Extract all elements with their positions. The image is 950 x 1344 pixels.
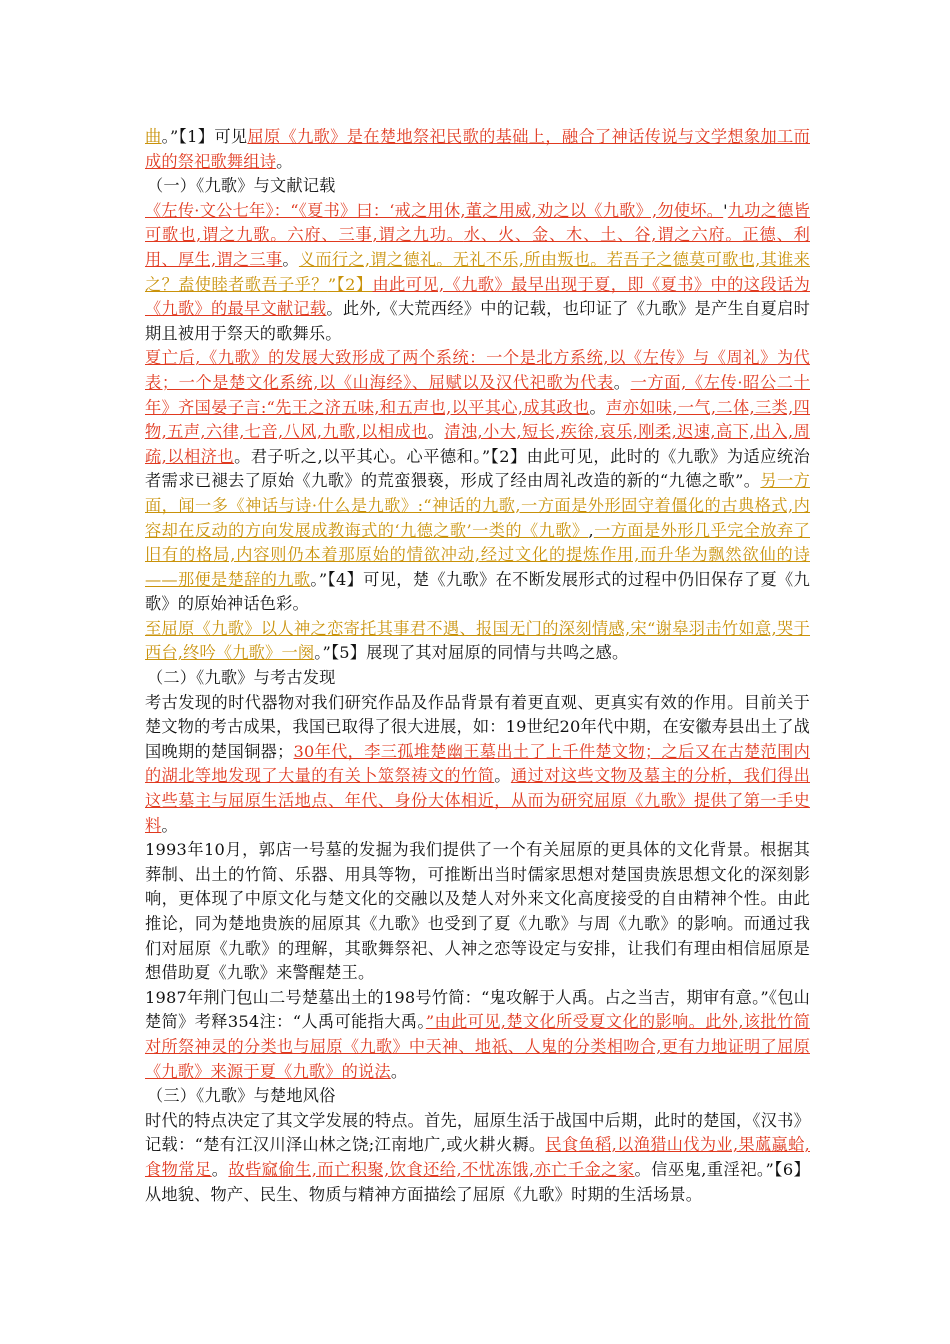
text-run: 。: [589, 397, 607, 417]
text-run: 。此外,《大荒西经》中的记载，也印证了《九歌》是产生自夏启时期且被用于祭天的歌舞乐。: [145, 299, 810, 343]
text-run: 。: [494, 766, 511, 786]
text-run: 至屈原《九歌》以人神之恋寄托其事君不遇、报国无门的深刻情感,宋“谢皋羽击竹如意,哭于西台,终吟《九歌》一阕: [145, 618, 810, 663]
text-run: 。: [211, 1159, 229, 1179]
paragraph-two-systems: [145, 346, 810, 617]
text-run: 民食鱼稻,以渔猎山伐为业,果蓏蠃蛤,食物常足: [145, 1135, 810, 1179]
text-run: （二）《九歌》与考古发现: [147, 668, 336, 688]
text-run: 。”【5】展现了其对屈原的同情与共鸣之感。: [314, 643, 629, 663]
text-run: 。: [276, 151, 293, 171]
text-run: 。信巫鬼,重淫祀。”【6】从地貌、物产、民生、物质与精神方面描绘了屈原《九歌》时期的生活场景。: [145, 1159, 811, 1204]
text-run: 。: [282, 249, 299, 269]
text-run: 另一方面，闻一多《神话与诗·什么是九歌》:“神话的九歌,一方面是外形固守着僵化的古典格式,内容却在反动的方向发展成教诲式的‘九德之歌’一类的《九歌》: [145, 471, 810, 540]
text-run: 。君子听之,以平其心。心平德和。”【2】由此可见，此时的《九歌》为适应统治者需求已褪去了原始《九歌》的荒蛮猥亵，形成了经由周礼改造的新的“九德之歌”。: [145, 446, 810, 491]
text-run: 。”【4】可见，楚《九歌》在不断发展形式的过程中仍旧保存了夏《九歌》的原始神话色彩。: [145, 569, 810, 614]
text-run: 九功之德皆可歌也,谓之九歌。六府、三事,谓之九功。: [145, 200, 810, 245]
text-run: （三）《九歌》与楚地风俗: [147, 1086, 336, 1106]
paragraph-guodian: [145, 838, 810, 986]
text-run: ”由此可见,楚文化所受夏文化的影响。此外,该批竹简对所祭神灵的分类也与屈原《九歌》中天神、地祇、人鬼的分类相吻合,更有力地证明了屈原《九歌》来源于夏《九歌》的说法: [145, 1012, 810, 1081]
text-run: ”【2】: [327, 274, 373, 294]
text-run: （一）《九歌》与文献记载: [147, 176, 336, 196]
text-run: 夏亡后,《九歌》的发展大致形成了两个系统：一个是北方系统,以《左传》与《周礼》为代表；一个是楚文化系统,以《山海经》、屈赋以及汉代祀歌为代表: [145, 348, 810, 392]
text-run: 义而行之,谓之德礼。无礼不乐,所由叛也。若吾子之德莫可歌也,其谁来之？盍使睦者歌吾子乎？: [145, 249, 810, 294]
text-run: 故呰窳偷生,而亡积聚,饮食还给,不忧冻饿,亦亡千金之家: [228, 1159, 635, 1179]
text-run: 。: [390, 1061, 408, 1081]
text-run: 。: [613, 372, 631, 392]
text-run: 由此可见,《九歌》最早出现于夏，即《夏书》中的这段话为《九歌》的最早文献记载: [145, 274, 810, 319]
text-run: 屈原《九歌》是在楚地祭祀民歌的基础上，融合了神话传说与文学想象加工而成的祭祀歌舞组诗: [145, 127, 810, 171]
document-body: [145, 125, 810, 1207]
text-run: 通过对这些文物及墓主的分析，我们得出这些墓主与屈原生活地点、年代、身份大体相近，从而为研究屈原《九歌》提供了第一手史料: [145, 766, 810, 835]
text-run: 1987年荆门包山二号楚墓出土的198号竹简：“鬼攻解于人禹。占之当吉，期审有意。”《包山楚简》考释354注：“人禹可能指大禹。: [145, 987, 810, 1032]
text-run: 30年代，李三孤堆楚幽王墓出土了上千件楚文物；之后又在古楚范围内的湖北等地发现了大量的有关卜筮祭祷文的竹简: [145, 741, 810, 786]
paragraph-archaeology: [145, 691, 810, 839]
text-run: 一方面,《左传·昭公二十年》齐国晏子言:“先王之济五味,和五声也,以平其心,成其政也: [145, 372, 810, 417]
paragraph-customs: [145, 1109, 810, 1207]
section-heading-1: [145, 174, 810, 199]
text-run: 。”【1】可见: [161, 127, 248, 146]
section-heading-3: [145, 1084, 810, 1109]
text-run: ': [723, 200, 728, 220]
text-run: 水、火、金、木、土、谷,谓之六府。正德、利用、厚生,谓之三事: [145, 225, 810, 269]
text-run: 曲: [145, 127, 162, 146]
text-run: 一方面是外形几乎完全放弃了旧有的格局,内容则仍本着那原始的情欲冲动,经过文化的提炼作用,而升华为飘然欲仙的诗——那便是楚辞的九歌: [145, 520, 810, 589]
paragraph-conclusion: [145, 125, 810, 174]
paragraph-qu-yuan: [145, 617, 810, 666]
text-run: 时代的特点决定了其文学发展的特点。首先，屈原生活于战国中后期，此时的楚国，《汉书》记载：“楚有江汉川泽山林之饶;江南地广,或火耕火耨。: [145, 1110, 810, 1155]
paragraph-zuozhuan: [145, 199, 810, 347]
text-run: ,: [588, 520, 594, 540]
text-run: 。: [427, 422, 445, 442]
text-run: 《左传·文公七年》：“《夏书》曰：‘戒之用休,董之用威,劝之以《九歌》,勿使坏。: [145, 200, 724, 220]
paragraph-baoshan: [145, 986, 810, 1084]
text-run: 1993年10月，郭店一号墓的发掘为我们提供了一个有关屈原的更具体的文化背景。根据其葬制、出土的竹简、乐器、用具等物，可推断出当时儒家思想对楚国贵族思想文化的深刻影响，更体现了中原文化与楚文化的交融以及楚人对外来文化高度接受的自由精神个性。由此推论，同为楚地贵族的屈原其《九歌》也受到了夏《九歌》与周《九歌》的影响。而通过我们对屈原《九歌》的理解，其歌舞祭祀、人神之恋等设定与安排，让我们有理由相信屈原是想借助夏《九歌》来警醒楚王。: [145, 840, 810, 983]
text-run: 。: [161, 815, 178, 835]
text-run: 清浊,小大,短长,疾徐,哀乐,刚柔,迟速,高下,出入,周疏,以相济也: [145, 422, 810, 466]
section-heading-2: [145, 666, 810, 691]
text-run: 声亦如味,一气,二体,三类,四物,五声,六律,七音,八风,九歌,以相成也: [145, 397, 810, 442]
text-run: 考古发现的时代器物对我们研究作品及作品背景有着更直观、更真实有效的作用。目前关于楚文物的考古成果，我国已取得了很大进展，如：19世纪20年代中期，在安徽寿县出土了战国晚期的楚国铜器；: [145, 692, 810, 761]
